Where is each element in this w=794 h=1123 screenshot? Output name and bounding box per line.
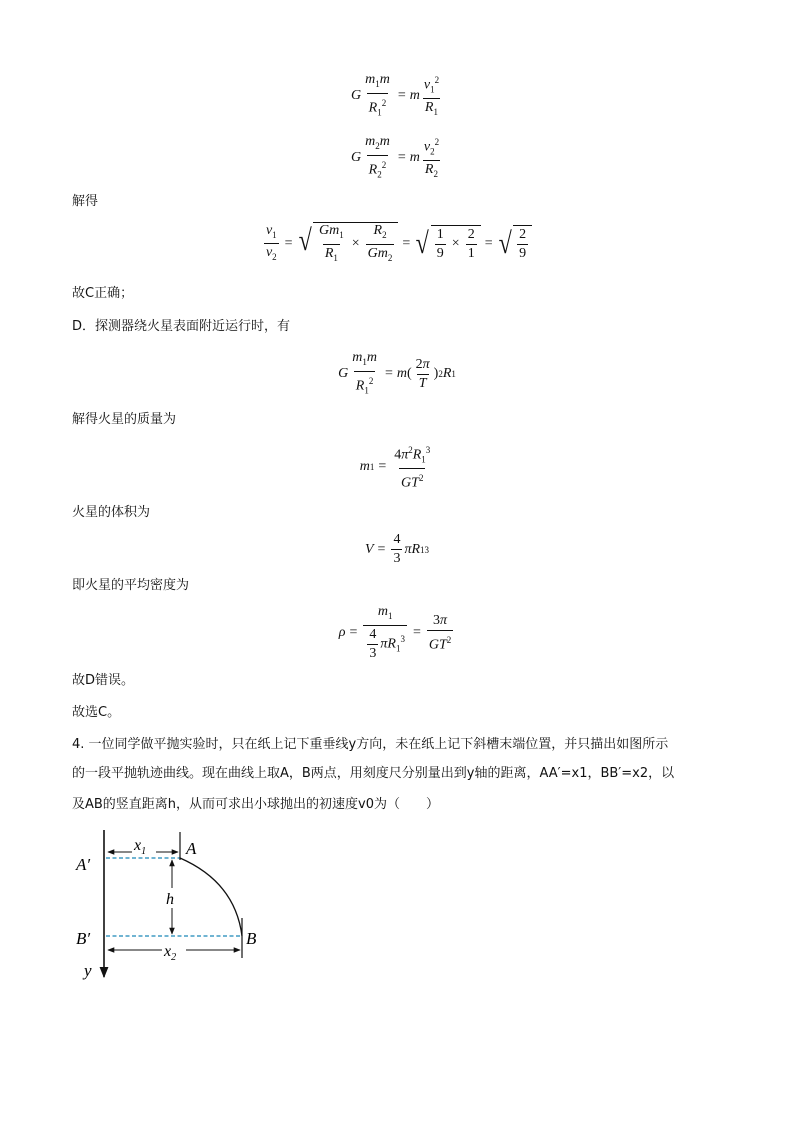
equation-period: G $\frac{m_1m}{R_1^2}$ = m ( $\frac{2\pi}{T}$ ) 2 R 1 <box>0 350 794 398</box>
label-a-prime: A′ <box>76 855 91 874</box>
problem-number: 4. <box>72 737 85 752</box>
label-y: y <box>84 961 92 980</box>
text-d-intro: D．探测器绕火星表面附近运行时，有 <box>72 319 291 334</box>
text-volume-intro: 火星的体积为 <box>72 505 151 520</box>
problem-4-line-2: 的一段平抛轨迹曲线。现在曲线上取A，B两点，用刻度尺分别量出到y轴的距离，AA′=x1，BB′=x2，以 <box>72 766 675 781</box>
equation-volume: V = $\frac{4}{3}$ πR 1 3 <box>364 532 430 566</box>
label-x2: $x_2$ <box>164 943 177 963</box>
text-solve: 解得 <box>72 194 99 209</box>
text-d-wrong: 故D错误。 <box>72 673 135 688</box>
label-a: A <box>186 839 197 858</box>
text-density-intro: 即火星的平均密度为 <box>72 578 190 593</box>
label-b-prime: B′ <box>76 929 91 948</box>
equation-velocity-ratio: $\frac{v_1}{v_2}$ = √ $\frac{Gm_1}{R_1}$ × $\frac{R_2}{Gm_2}$ = √ $\frac{1}{9}$ × $\frac{2}{1}$ = √ $\frac{2}{9}$ <box>0 222 794 266</box>
problem-4-line-1 <box>72 735 668 755</box>
problem-4-line-3: 及AB的竖直距离h，从而可求出小球抛出的初速度v0为（ ） <box>72 797 440 812</box>
label-h: h <box>166 891 174 908</box>
label-x1: $x_1$ <box>134 837 147 857</box>
text-answer: 故选C。 <box>72 705 121 720</box>
text-c-correct: 故C正确； <box>72 286 134 301</box>
equation-orbit-1: G $\frac{m_1m}{R_1^2}$ = m $\frac{v_1^2}{R_1}$ <box>0 72 794 120</box>
equation-density: ρ = $m_1$ $\frac{4}{3}$ $\pi R_1^3$ = $\frac{3\pi}{GT^2}$ <box>338 604 452 661</box>
equation-mass: m 1 = $\frac{4\pi^2R_1^3}{GT^2}$ <box>359 445 431 492</box>
projectile-trajectory-figure <box>70 822 270 982</box>
text-mass-intro: 解得火星的质量为 <box>72 412 177 427</box>
label-b: B <box>246 929 257 948</box>
problem-text-1: 一位同学做平抛实验时，只在纸上记下重垂线y方向，未在纸上记下斜槽末端位置，并只描出如图所示 <box>88 737 669 752</box>
trajectory-curve <box>180 858 242 936</box>
equation-orbit-2: G $\frac{m_2m}{R_2^2}$ = m $\frac{v_2^2}{R_2}$ <box>0 134 794 182</box>
